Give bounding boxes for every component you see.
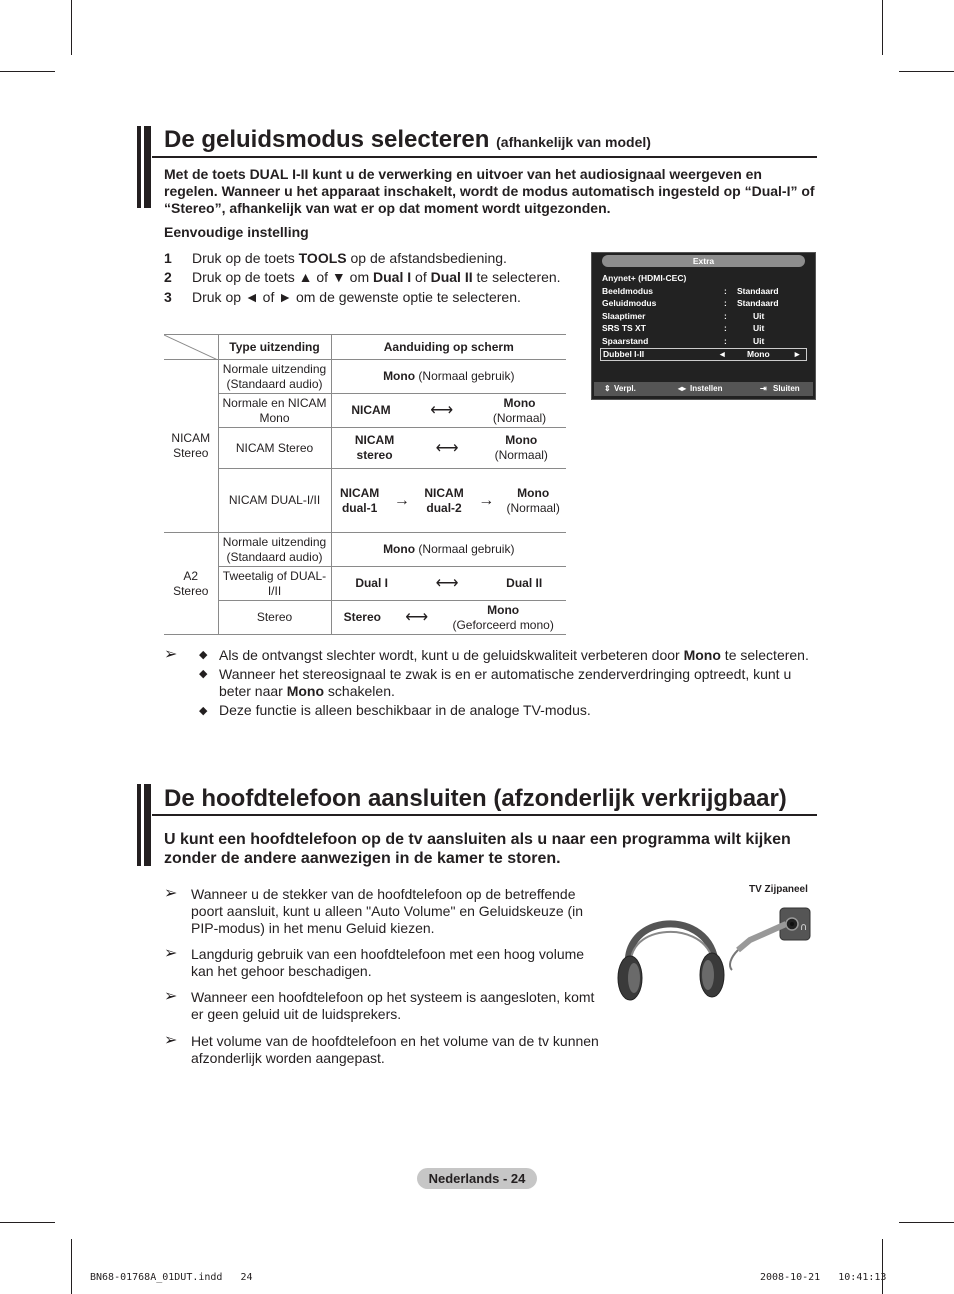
table-cell: Normale uitzending (Standaard audio)	[218, 360, 331, 394]
osd-footer-exit: Sluiten	[773, 384, 800, 393]
table-cell: Normale uitzending (Standaard audio)	[218, 533, 331, 567]
headphones-illustration	[610, 900, 815, 1005]
subheading: Eenvoudige instelling	[164, 224, 309, 240]
osd-item: Spaarstand : Uit	[602, 336, 765, 346]
section-title	[164, 126, 651, 154]
note-item: Als de ontvangst slechter wordt, kunt u de geluidskwaliteit verbeteren door Mono te selecteren.	[219, 647, 809, 663]
note-arrow-icon: ➢	[164, 885, 178, 902]
crop-mark	[0, 1222, 55, 1223]
table-corner	[164, 335, 218, 360]
table-cell: Stereo	[218, 601, 331, 635]
updown-icon: ⇕	[604, 384, 611, 393]
table-cell: NICAM stereo ⟷ Mono (Normaal)	[331, 428, 566, 469]
figure-label: TV Zijpaneel	[749, 884, 808, 895]
crop-mark	[899, 71, 954, 72]
note-arrow-icon: ➢	[164, 646, 178, 663]
table-cell: Mono (Normaal gebruik)	[331, 533, 566, 567]
exit-icon: ⇥	[760, 384, 767, 393]
table-cell: Tweetalig of DUAL-I/II	[218, 567, 331, 601]
table-cell: Dual I ⟷ Dual II	[331, 567, 566, 601]
section-intro: Met de toets DUAL I-II kunt u de verwerking en uitvoer van het audiosignaal weergeven en regelen. Wanneer u het apparaat inschakelt, wordt de modus automatisch ingesteld op “Dual-I” of “Stereo”, afhankelijk van wat er op dat moment wordt uitgezonden.	[164, 166, 815, 216]
table-cell: NICAM DUAL-I/II	[218, 469, 331, 533]
title-rule	[152, 156, 817, 158]
osd-item: Beeldmodus : Standaard	[602, 286, 779, 296]
page-number: Nederlands - 24	[417, 1168, 537, 1189]
broadcast-table	[164, 334, 566, 635]
note-item: Het volume van de hoofdtelefoon en het volume van de tv kunnen afzonderlijk worden aangepast.	[191, 1033, 599, 1066]
crop-mark	[882, 0, 883, 55]
osd-item-selected: Dubbel I-II ◄ Mono ►	[600, 348, 807, 361]
section-bar	[137, 126, 141, 208]
crop-mark	[71, 1239, 72, 1294]
footer-stamp: 2008-10-21 10:41:13	[760, 1272, 887, 1283]
svg-text:∩: ∩	[800, 922, 808, 933]
step-2: 2 Druk op de toets ▲ of ▼ om Dual I of Dual II te selecteren.	[164, 269, 561, 285]
table-cell: NICAM dual-1 → NICAM dual-2 → Mono (Normaal)	[331, 469, 566, 533]
section-bar	[144, 126, 151, 208]
group-label: NICAM Stereo	[164, 360, 218, 533]
note-item: Langdurig gebruik van een hoofdtelefoon met een hoog volume kan het gehoor beschadigen.	[191, 946, 585, 979]
osd-item: SRS TS XT : Uit	[602, 323, 765, 333]
table-cell: NICAM Stereo	[218, 428, 331, 469]
table-header: Type uitzending	[218, 335, 331, 360]
diamond-bullet-icon: ◆	[199, 668, 208, 680]
title-rule	[152, 814, 817, 816]
diamond-bullet-icon: ◆	[199, 649, 208, 661]
note-arrow-icon: ➢	[164, 988, 178, 1005]
osd-item: Anynet+ (HDMI-CEC)	[602, 273, 687, 283]
note-item: Wanneer u de stekker van de hoofdtelefoon op de betreffende poort aansluit, kunt u alleen "Auto Volume" en Geluidskeuze (in PIP-modus) in het menu Geluid kiezen.	[191, 886, 584, 936]
table-cell: Stereo ⟷ Mono (Geforceerd mono)	[331, 601, 566, 635]
osd-footer	[594, 382, 813, 396]
section-bar	[137, 784, 141, 866]
diagonal-line	[164, 335, 218, 360]
crop-mark	[899, 1222, 954, 1223]
diamond-bullet-icon: ◆	[199, 705, 208, 717]
note-item: Wanneer het stereosignaal te zwak is en er automatische zenderverdringing optreedt, kunt u beter naar Mono schakelen.	[219, 666, 792, 699]
section-intro: U kunt een hoofdtelefoon op de tv aansluiten als u naar een programma wilt kijken zonder de andere aanwezigen in de kamer te storen.	[164, 831, 791, 867]
osd-menu	[591, 252, 816, 400]
footer-file: BN68-01768A_01DUT.indd 24	[90, 1272, 253, 1283]
table-header: Aanduiding op scherm	[331, 335, 566, 360]
group-label: A2 Stereo	[164, 533, 218, 635]
table-cell: NICAM ⟷ Mono (Normaal)	[331, 394, 566, 428]
crop-mark	[882, 1239, 883, 1294]
crop-mark	[0, 71, 55, 72]
section-title-text: De geluidsmodus selecteren	[164, 126, 490, 153]
table-cell: Mono (Normaal gebruik)	[331, 360, 566, 394]
osd-item: Geluidmodus : Standaard	[602, 298, 779, 308]
osd-item: Slaaptimer : Uit	[602, 311, 765, 321]
note-arrow-icon: ➢	[164, 945, 178, 962]
osd-footer-adjust: Instellen	[690, 384, 723, 393]
note-item: Wanneer een hoofdtelefoon op het systeem is aangesloten, komt er geen geluid uit de luidsprekers.	[191, 989, 595, 1022]
step-1: 1 Druk op de toets TOOLS op de afstandsbediening.	[164, 250, 507, 266]
table-cell: Normale en NICAM Mono	[218, 394, 331, 428]
crop-mark	[71, 0, 72, 55]
osd-title: Extra	[602, 255, 805, 267]
leftright-icon: ◂▸	[678, 384, 687, 393]
step-3: 3 Druk op ◄ of ► om de gewenste optie te selecteren.	[164, 289, 521, 305]
section-bar	[144, 784, 151, 866]
note-arrow-icon: ➢	[164, 1032, 178, 1049]
note-item: Deze functie is alleen beschikbaar in de analoge TV-modus.	[219, 702, 591, 718]
section-title-note: (afhankelijk van model)	[496, 134, 651, 150]
section-title: De hoofdtelefoon aansluiten (afzonderlijk verkrijgbaar)	[164, 785, 787, 812]
osd-footer-move: Verpl.	[614, 384, 636, 393]
